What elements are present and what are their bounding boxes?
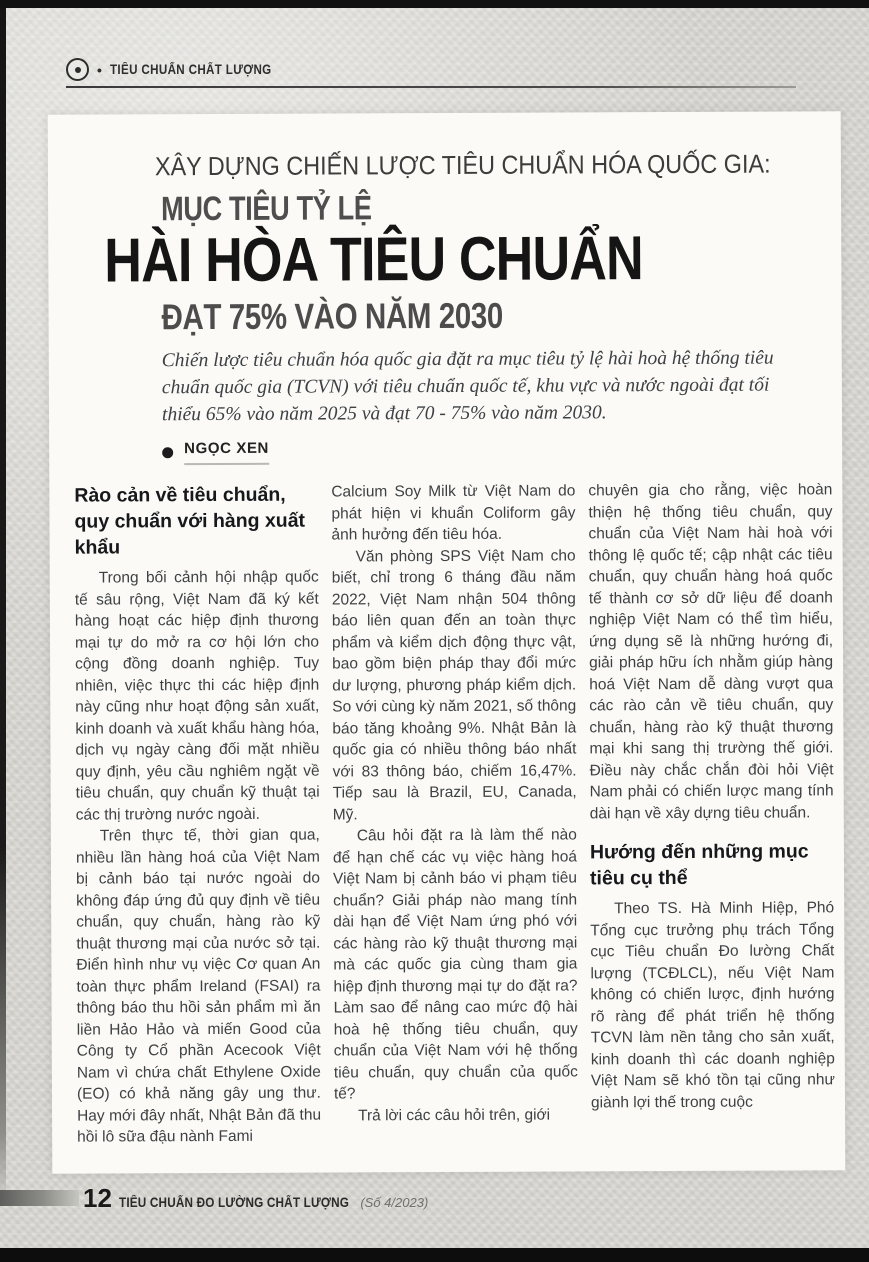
paragraph: Câu hỏi đặt ra là làm thế nào để hạn chế các vụ việc hàng hoá Việt Nam bị cảnh báo vi phạm tiêu chuẩn? Giải pháp nào mang tính dài hạn để Việt Nam ứng phó với các hàng rào kỹ thuật thương mại mà các quốc gia cùng tham gia hiệp định thương mại tự do đặt ra? Làm sao để nâng cao mức độ hài hoà hệ thống tiêu chuẩn, quy chuẩn của Việt Nam với hệ thống tiêu chuẩn, quy chuẩn của quốc tế? — [332, 826, 578, 1103]
paragraph: Calcium Soy Milk từ Việt Nam do phát hiện vi khuẩn Coliform gây ảnh hưởng đến tiêu hóa. — [331, 482, 576, 544]
headline-main: HÀI HÒA TIÊU CHUẨN — [104, 224, 643, 296]
article-lede: Chiến lược tiêu chuẩn hóa quốc gia đặt ra mục tiêu tỷ lệ hài hoà hệ thống tiêu chuẩn quốc gia (TCVN) với tiêu chuẩn quốc tế, khu vực và nước ngoài đạt tối thiểu 65% vào năm 2025 và đạt 70 - 75% vào năm 2030. — [161, 347, 774, 426]
target-dot-icon — [75, 67, 81, 73]
author-name: NGỌC XEN — [184, 439, 269, 464]
column-1 — [74, 482, 321, 1155]
paragraph: Trên thực tế, thời gian qua, nhiều lần hàng hoá của Việt Nam bị cảnh báo tại nước ngoài do không đáp ứng đủ quy định về tiêu chuẩn, quy chuẩn, hàng rào kỹ thuật thương mại của nước sở tại. Điển hình như vụ việc Cơ quan An toàn thực phẩm Ireland (FSAI) ra thông báo thu hồi sản phẩm mì ăn liền Hảo Hảo và miến Good của Công ty Cổ phần Acecook Việt Nam vì chứa chất Ethylene Oxide (EO) có khả năng gây ung thư. Hay mới đây nhất, Nhật Bản đã thu hồi lô sữa đậu nành Fami — [75, 826, 322, 1146]
column-2 — [331, 480, 578, 1153]
bullet-icon: • — [97, 61, 102, 78]
paragraph: chuyên gia cho rằng, việc hoàn thiện hệ thống tiêu chuẩn, quy chuẩn của Việt Nam hài hoà với thông lệ quốc tế; cập nhật các tiêu chuẩn, quy chuẩn hàng hoá quốc tế thành cơ sở dữ liệu để doanh nghiệp Việt Nam có thể tìm hiểu, ứng dụng sẽ là những hướng đi, giải pháp hữu ích nhằm giúp hàng hoá Việt Nam dễ dàng vượt qua các rào cản về tiêu chuẩn, quy chuẩn, hàng rào kỹ thuật thương mại khi sang thị trường thế giới. Điều này chắc chắn đòi hỏi Việt Nam phải có chiến lược mang tính dài hạn về xây dựng tiêu chuẩn. — [588, 481, 834, 822]
article-kicker: XÂY DỰNG CHIẾN LƯỢC TIÊU CHUẨN HÓA QUỐC GIA: — [154, 148, 771, 182]
paragraph: Trả lời các câu hỏi trên, giới — [358, 1106, 551, 1124]
masthead-row — [66, 58, 796, 81]
article-columns — [49, 479, 845, 1154]
author-byline — [162, 437, 842, 464]
issue-label: (Số 4/2023) — [360, 1195, 429, 1210]
paragraph: Văn phòng SPS Việt Nam cho biết, chỉ trong 6 tháng đầu năm 2022, Việt Nam nhận 504 thông báo liên quan đến an toàn thực phẩm và kiểm dịch động thực vật, bao gồm biện pháp thay đổi mức dư lượng, phương pháp kiểm dịch. So với cùng kỳ năm 2021, số thông báo tăng khoảng 9%. Nhật Bản là quốc gia có nhiều thông báo nhất với 83 thông báo, chiếm 16,47%. Tiếp sau là Brazil, EU, Canada, Mỹ. — [331, 546, 577, 823]
headline-sub: MỤC TIÊU TỶ LỆ — [161, 189, 372, 229]
masthead — [66, 58, 796, 88]
bottom-edge-bar — [0, 1248, 869, 1262]
masthead-rule — [66, 86, 796, 88]
left-edge-bar — [0, 8, 6, 1206]
page-number: 12 — [83, 1183, 112, 1213]
footer-accent-bar — [0, 1190, 79, 1206]
journal-title: TIÊU CHUẨN ĐO LƯỜNG CHẤT LƯỢNG — [118, 1195, 349, 1210]
paragraph: Trong bối cảnh hội nhập quốc tế sâu rộng, Việt Nam đã ký kết hàng hoạt các hiệp định thương mại tự do mở ra cơ hội lớn cho cộng đồng doanh nghiệp. Tuy nhiên, việc thực thi các hiệp định này cũng như hoạt động sản xuất, kinh doanh và xuất khẩu hàng hóa, dịch vụ ngày càng đối mặt nhiều quy định, yêu cầu nghiêm ngặt về tiêu chuẩn, quy chuẩn kỹ thuật tại các thị trường nước ngoài. — [74, 568, 320, 824]
title-block — [48, 111, 843, 464]
headline-goal: ĐẠT 75% VÀO NĂM 2030 — [161, 294, 503, 338]
article-sheet — [48, 111, 846, 1173]
author-dot-icon — [162, 447, 173, 458]
page-footer — [0, 1181, 869, 1215]
column-heading: Rào cản về tiêu chuẩn, quy chuẩn với hàng xuất khẩu — [74, 483, 306, 559]
paragraph: Theo TS. Hà Minh Hiệp, Phó Tổng cục trưởng phụ trách Tổng cục Tiêu chuẩn Đo lường Chất lượng (TCĐLCL), nếu Việt Nam không có chiến lược, định hướng rõ ràng để phát triển hệ thống TCVN làm nền tảng cho sản xuất, kinh doanh thì các doanh nghiệp Việt Nam sẽ khó tồn tại cũng như giành lợi thế trong cuộc — [590, 899, 835, 1111]
column-heading: Hướng đến những mục tiêu cụ thể — [589, 840, 809, 890]
section-label: TIÊU CHUẨN CHẤT LƯỢNG — [109, 62, 272, 77]
footer-text — [83, 1181, 428, 1215]
column-3 — [588, 479, 835, 1152]
target-icon — [66, 58, 89, 81]
top-edge-bar — [0, 0, 869, 8]
